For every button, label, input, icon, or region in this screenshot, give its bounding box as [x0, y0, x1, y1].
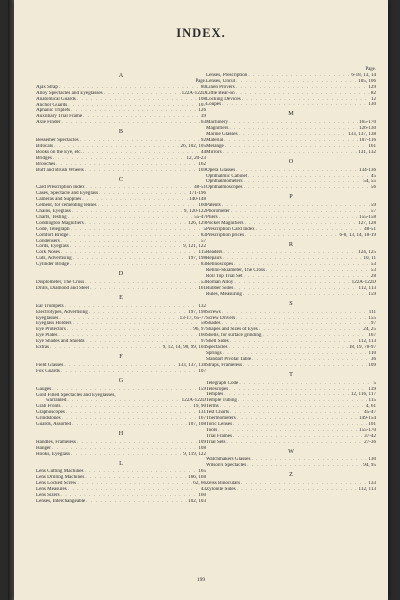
- entry-term: Extras: [36, 345, 50, 351]
- entry-term: Bridges: [36, 155, 52, 161]
- index-entry: [36, 345, 206, 351]
- entry-term: Rules, Measuring: [206, 291, 242, 297]
- page-title: INDEX.: [176, 26, 226, 40]
- entry-term: Guards, Assorted: [36, 422, 72, 428]
- entry-term: Ophthalmic Cabinet: [206, 173, 248, 179]
- entry-pages: 26, 102, 105: [180, 143, 206, 149]
- entry-term: Zeiss Binoculars: [206, 481, 241, 487]
- section-letter: D: [118, 270, 124, 278]
- entry-pages: 160: [198, 493, 206, 499]
- entry-pages: 9, 119, 122: [183, 451, 206, 457]
- entry-term: Anatomical Guards: [36, 96, 76, 102]
- section-letter: E: [119, 293, 123, 301]
- entry-pages: 126, 129: [188, 220, 206, 226]
- entry-pages: 115: [368, 398, 376, 404]
- index-column-left: [36, 70, 206, 505]
- entry-term: Cork Noses: [36, 250, 60, 256]
- entry-term: Trial Frames: [206, 433, 232, 439]
- entry-term: Buff and Brush Wheels: [36, 167, 84, 173]
- entry-pages: 6-8, 13, 14, 18-19: [339, 232, 376, 238]
- entry-pages: 94, 95: [363, 463, 376, 469]
- entry-term: Magnifiers: [206, 126, 229, 132]
- entry-term: Lenses, Interchangeable: [36, 499, 86, 504]
- entry-term: Lens Locked Screw: [36, 481, 77, 487]
- entry-term: Roman Alloy: [206, 280, 234, 285]
- section-letter: L: [119, 459, 123, 467]
- entry-pages: 132: [198, 303, 206, 309]
- entry-term: Charts, Testing: [36, 214, 67, 220]
- entry-term: Condensers: [36, 238, 60, 244]
- index-entry: [206, 292, 376, 298]
- entry-pages: 166, 168: [188, 475, 206, 481]
- index-entry: [206, 487, 376, 493]
- entry-pages: 111: [368, 309, 376, 315]
- entry-pages: 126-130: [359, 126, 376, 132]
- entry-term: Machinery: [206, 120, 229, 126]
- entry-pages: 96, 97: [193, 327, 206, 333]
- entry-term: Toric Lenses: [206, 421, 233, 427]
- entry-term: Cases, Spectacle and Eyeglass: [36, 191, 98, 197]
- entry-pages: 44: [200, 149, 206, 155]
- dot-leader: [223, 150, 358, 156]
- index-entry: [36, 120, 206, 126]
- index-entry: [206, 150, 376, 156]
- entry-term: Shades: [206, 321, 221, 327]
- entry-term: Trial Sets: [206, 439, 226, 445]
- entry-term: Straps, Frameless: [206, 362, 242, 368]
- entry-pages: 109: [198, 439, 206, 445]
- entry-pages: 107: [198, 368, 206, 374]
- entry-pages: 131: [198, 410, 206, 416]
- page-column-header: Page.: [365, 67, 376, 72]
- entry-pages: 80: [200, 84, 206, 90]
- entry-term: Prescription prices: [206, 232, 245, 238]
- entry-term: Gold Filled Spectacles and Eyeglasses,: [36, 392, 116, 398]
- entry-pages: 134-136: [359, 167, 376, 173]
- index-entry: [206, 463, 376, 469]
- entry-pages: 155: [368, 315, 376, 321]
- entry-term: Ophthalmometers: [206, 179, 243, 185]
- index-entry: [206, 363, 376, 369]
- entry-pages: 57: [200, 238, 206, 244]
- entry-term: Lens Cutting Machines: [36, 469, 84, 475]
- entry-pages: 161: [368, 143, 376, 149]
- entry-pages: 167: [198, 416, 206, 422]
- entry-pages: 112, 113: [358, 339, 376, 345]
- entry-pages: 83: [200, 232, 206, 238]
- entry-term: Melange: [206, 143, 224, 149]
- entry-term: Cords, Eyeglass: [36, 244, 69, 250]
- entry-pages: 171-196: [189, 191, 206, 197]
- entry-term: Coddington Magnifiers: [36, 220, 84, 226]
- entry-pages: 107, 108: [188, 422, 206, 428]
- entry-term: Pliers: [206, 214, 218, 220]
- entry-pages: 45-47: [364, 410, 376, 416]
- entry-term: Bessemer Spectacles: [36, 138, 79, 144]
- dot-leader: [86, 499, 187, 505]
- entry-pages: 162: [198, 161, 206, 167]
- entry-pages: 139: [368, 386, 376, 392]
- entry-term: Thermometers: [206, 416, 236, 422]
- entry-term: Bifocals: [36, 143, 53, 149]
- entry-term: Lens Sizers: [36, 493, 60, 499]
- entry-term: Cameras and Supplies: [36, 197, 82, 203]
- entry-pages: 112, 113: [358, 487, 376, 493]
- entry-pages: 133, 137, 138: [347, 132, 376, 138]
- entry-term: Ear Trumpets: [36, 303, 64, 309]
- index-entry: [206, 185, 376, 191]
- dot-leader: [243, 363, 367, 369]
- dot-leader: [70, 262, 200, 268]
- entry-pages: 161: [198, 285, 206, 291]
- dot-leader: [244, 185, 370, 191]
- entry-pages: 59: [370, 203, 376, 209]
- entry-term: Cuts, Advertising: [36, 256, 72, 262]
- entry-pages: 197, 198: [188, 256, 206, 262]
- entry-term: Books on the Eye, etc.: [36, 149, 82, 155]
- section-letter: G: [118, 376, 124, 384]
- entry-term: Terms: [206, 404, 219, 410]
- entry-pages: 53: [370, 268, 376, 274]
- entry-pages: 160: [198, 203, 206, 209]
- entry-term: Pocket Magnifiers: [206, 220, 244, 226]
- entry-term: Graphoscopes: [36, 410, 65, 416]
- entry-pages: 133, 137, 138: [177, 362, 206, 368]
- page-column-header: Page.: [195, 78, 206, 84]
- entry-pages: 54, 55: [363, 179, 376, 185]
- entry-term: Spectacles: [206, 345, 228, 351]
- entry-term: Readers: [206, 250, 223, 256]
- entry-term: Shells, for surface grinding: [206, 333, 262, 339]
- index-entry: [36, 262, 206, 268]
- entry-term: Retinoscopes: [206, 262, 234, 268]
- entry-term: Comfort Bridge: [36, 232, 69, 238]
- index-entry: [206, 102, 376, 108]
- index-entry: [36, 286, 206, 292]
- section-letter: B: [118, 128, 124, 136]
- entry-term: Axle Finder: [36, 120, 61, 126]
- entry-pages: 53: [370, 262, 376, 268]
- index-entry: [206, 233, 376, 239]
- entry-pages: 12, 116, 117: [350, 392, 376, 398]
- entry-term: Handles, Frameless: [36, 439, 76, 445]
- entry-pages: 107: [198, 102, 206, 108]
- dot-leader: [222, 102, 367, 108]
- entry-pages: 12: [370, 96, 376, 102]
- entry-pages: 27-36: [364, 439, 376, 445]
- entry-term: Code, Telegraph: [36, 226, 70, 232]
- entry-pages: 18, 19, 78-97: [348, 345, 376, 351]
- index-column-right: [206, 67, 376, 493]
- entry-term: Phorometer: [206, 209, 230, 215]
- entry-pages: 112, 113: [358, 285, 376, 291]
- entry-term: Electrotypes, Advertising: [36, 309, 88, 315]
- entry-term: Linen Provers: [206, 84, 235, 90]
- entry-pages: 108: [198, 96, 206, 102]
- entry-term: Grindstones: [36, 416, 61, 422]
- entry-pages: 83: [200, 262, 206, 268]
- entry-pages: 197, 198: [188, 309, 206, 315]
- entry-pages: 9, 121, 122: [183, 244, 206, 250]
- entry-term: Grab Fronts: [36, 404, 61, 410]
- entry-pages: 130: [368, 457, 376, 463]
- entry-term: Shell Sides: [206, 339, 229, 345]
- entry-term: Screws: [206, 309, 221, 315]
- entry-term: Eyeglass Holders: [36, 321, 72, 327]
- entry-pages: 133: [368, 481, 376, 487]
- entry-term: Fox Guards: [36, 368, 60, 374]
- entry-term: Telescopes: [206, 386, 229, 392]
- entry-term: Brooches: [36, 161, 56, 167]
- entry-term: Loupes: [206, 102, 221, 108]
- index-entry: [206, 440, 376, 446]
- entry-pages: 5: [373, 380, 376, 386]
- entry-term: Lenses, Uncut: [206, 78, 236, 84]
- entry-pages: 169: [198, 167, 206, 173]
- entry-term: Opera Glasses: [206, 167, 236, 173]
- entry-term: Zylonite Sides: [206, 487, 236, 493]
- entry-term: Eyeglasses: [36, 315, 59, 321]
- entry-term: Springs: [206, 350, 222, 356]
- section-letter: T: [289, 370, 293, 378]
- entry-pages: 159: [198, 386, 206, 392]
- dot-leader: [90, 286, 197, 292]
- entry-term: Eye Plates: [36, 333, 58, 339]
- section-letter: R: [288, 240, 294, 248]
- entry-pages: 39: [200, 114, 206, 120]
- entry-pages: 10, 11: [363, 256, 376, 262]
- entry-pages: 92: [200, 138, 206, 144]
- section-letter: W: [288, 447, 294, 455]
- entry-term: Patents: [206, 203, 221, 209]
- section-letter: P: [289, 193, 293, 201]
- entry-pages: 48-51: [194, 185, 206, 191]
- entry-pages: 165-170: [359, 120, 376, 126]
- entry-pages: 45: [370, 173, 376, 179]
- dot-leader: [247, 463, 362, 469]
- entry-term: Watchmakers Glasses: [206, 457, 251, 463]
- entry-term: Locking Devices: [206, 96, 241, 102]
- entry-pages: 48-51: [364, 226, 376, 232]
- entry-term: Prescription Card Index: [206, 226, 255, 232]
- entry-pages: 9, 120-122: [183, 209, 206, 215]
- entry-term: Eye Shades and Shields: [36, 339, 85, 345]
- entry-term: Auxilliary Trial Frame: [36, 114, 83, 120]
- dot-leader: [61, 120, 199, 126]
- section-letter: H: [118, 429, 124, 437]
- section-letter: F: [119, 352, 123, 360]
- entry-term: Gauges: [36, 386, 52, 392]
- entry-pages: 12, 20-23: [186, 155, 206, 161]
- entry-pages: 101: [368, 421, 376, 427]
- entry-pages: 63: [200, 120, 206, 126]
- entry-pages: 127, 128: [358, 220, 376, 226]
- entry-pages: 43: [200, 487, 206, 493]
- entry-pages: 5: [203, 226, 206, 232]
- entry-term: Lenses, Prescription: [206, 72, 248, 78]
- entry-term: Hooks, Eyeglass: [36, 451, 70, 457]
- entry-term: Card Prescription Index: [36, 185, 85, 191]
- entry-term: Standart Pivotal Table: [206, 356, 252, 362]
- entry-pages: 57: [370, 209, 376, 215]
- entry-pages: 102, 103: [188, 499, 206, 504]
- entry-pages: 155-158: [359, 214, 376, 220]
- entry-pages: 28: [370, 274, 376, 280]
- entry-term: Repairs: [206, 256, 222, 262]
- entry-term: Displometer, The Cross: [36, 280, 85, 285]
- entry-term: Drills, Diamond and Steel: [36, 285, 90, 291]
- entry-pages: 140-148: [189, 197, 206, 203]
- entry-pages: 109: [368, 362, 376, 368]
- dot-leader: [237, 487, 358, 493]
- index-entry: [36, 422, 206, 428]
- entry-term: Temple Tubing: [206, 398, 237, 404]
- entry-pages: 62, 66: [193, 481, 206, 487]
- entry-term: Material: [206, 137, 224, 143]
- dot-leader: [72, 422, 187, 428]
- entry-pages: 115: [198, 250, 206, 256]
- entry-pages: 122A-122D: [181, 90, 206, 96]
- dot-leader: [245, 233, 338, 239]
- entry-pages: 129: [368, 84, 376, 90]
- entry-term: Test Charts: [206, 410, 229, 416]
- entry-pages: 110: [368, 350, 376, 356]
- entry-term: Tools: [206, 427, 218, 433]
- entry-pages: 165: [198, 469, 206, 475]
- entry-pages: 19, 90: [193, 404, 206, 410]
- entry-pages: 58: [200, 321, 206, 327]
- entry-pages: 24, 25: [363, 327, 376, 333]
- entry-pages: 9, 12, 14, 98, 99, 104: [162, 345, 206, 351]
- entry-term: Little Bear-on: [206, 90, 235, 96]
- entry-pages: 105, 106: [358, 78, 376, 84]
- entry-pages: 108: [198, 445, 206, 451]
- entry-pages: 159: [368, 291, 376, 297]
- dot-leader: [85, 168, 198, 174]
- section-letter: O: [288, 157, 294, 165]
- entry-term: Shapes and Sizes of Eyes: [206, 327, 258, 333]
- entry-term: Ajax Strap: [36, 84, 58, 90]
- entry-pages: 131, 132: [358, 149, 376, 155]
- entry-term: Wilson's Spectacles: [206, 463, 247, 469]
- entry-pages: 124, 125: [358, 250, 376, 256]
- entry-term: Cement, for cementing lenses: [36, 203, 97, 209]
- section-letter: M: [288, 110, 294, 118]
- entry-term: Hanger: [36, 445, 51, 451]
- entry-pages: 97: [370, 321, 376, 327]
- entry-term: Lens Drilling Machines: [36, 475, 85, 481]
- dot-leader: [50, 345, 162, 351]
- dot-leader: [71, 452, 182, 458]
- entry-term: Lens Measures: [36, 487, 67, 493]
- entry-term: Roll Top Trial Set: [206, 274, 243, 280]
- entry-term: Telegraph Code: [206, 380, 239, 386]
- entry-term: Temples: [206, 392, 224, 398]
- entry-pages: 55-47: [194, 214, 206, 220]
- entry-pages: 36: [370, 356, 376, 362]
- dot-leader: [226, 440, 363, 446]
- entry-pages: 13-17, 65-77: [179, 315, 206, 321]
- entry-term: Rubber Sides: [206, 285, 234, 291]
- index-entry: [36, 499, 206, 505]
- page-number: 199: [196, 577, 206, 583]
- entry-pages: 6-18, 13, 14: [351, 72, 376, 78]
- entry-pages: 122A-122D: [181, 398, 206, 404]
- entry-term: Screw Drivers: [206, 315, 236, 321]
- index-entry: [36, 369, 206, 375]
- entry-term: Alloy Spectacles and Eyeglasses: [36, 90, 103, 96]
- entry-pages: 82: [370, 90, 376, 96]
- entry-term: Marine Glasses: [206, 132, 238, 138]
- entry-pages: 149-154: [359, 416, 376, 422]
- entry-pages: 107-116: [359, 137, 376, 143]
- entry-term: Eye Protectors: [36, 327, 66, 333]
- entry-term: Anchor Guards: [36, 102, 68, 108]
- section-letter: A: [118, 72, 124, 79]
- entry-pages: 56: [370, 185, 376, 191]
- entry-term: Ophthalmoscopes: [206, 185, 243, 191]
- entry-pages: 126: [198, 108, 206, 114]
- entry-pages: 37-42: [364, 433, 376, 439]
- dot-leader: [243, 292, 367, 298]
- entry-pages: 160: [198, 333, 206, 339]
- dot-leader: [61, 369, 197, 375]
- index-entry: [36, 452, 206, 458]
- entry-pages: 53: [200, 280, 206, 285]
- entry-term: Field Glasses: [36, 362, 64, 368]
- entry-term: warranted: [46, 398, 67, 404]
- entry-term: Retino-Skiameter, The Cross: [206, 268, 265, 274]
- entry-term: Chains, Eyeglass: [36, 209, 71, 215]
- entry-term: Cylinder Bridge: [36, 262, 69, 268]
- index-entry: [36, 168, 206, 174]
- section-letter: Z: [289, 471, 293, 479]
- entry-pages: 4, 61: [365, 404, 376, 410]
- entry-term: Mirrors: [206, 149, 222, 155]
- entry-term: Aphanic Triplets: [36, 108, 71, 114]
- section-letter: C: [118, 175, 124, 183]
- entry-pages: 122A-122D: [351, 280, 376, 285]
- book-page: [14, 0, 388, 600]
- entry-pages: 167: [368, 333, 376, 339]
- entry-pages: 97: [200, 339, 206, 345]
- entry-pages: 130: [368, 102, 376, 108]
- entry-pages: 155-170: [359, 427, 376, 433]
- section-letter: S: [289, 299, 293, 307]
